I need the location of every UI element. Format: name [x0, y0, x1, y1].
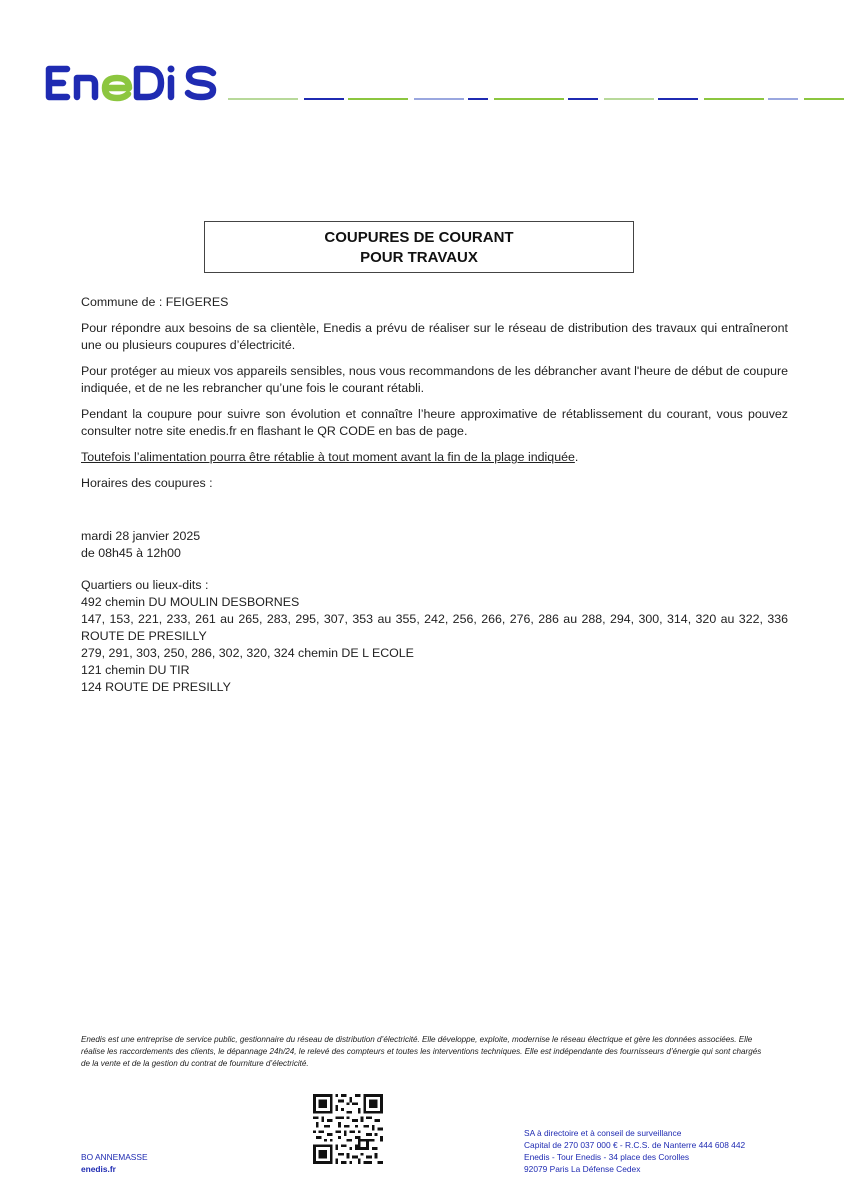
enedis-logo	[43, 62, 223, 104]
legal-note: Enedis est une entreprise de service public, gestionnaire du réseau de distribution d’électricité. Elle développe, exploite, modernise le réseau électrique et gère les données associées. Elle réalise les raccordements des clients, le dépannage 24h/24, le relevé des compteurs et toutes les interventions techniques. Elle est indépendante des fournisseurs d’énergie qui sont chargés de la vente et de la gestion du contrat de fourniture d’électricité.	[81, 1035, 762, 1068]
area-item: 492 chemin DU MOULIN DESBORNES	[81, 595, 300, 609]
outage-time-range: de 08h45 à 12h00	[81, 546, 181, 560]
company-info-line: Capital de 270 037 000 € - R.C.S. de Nanterre 444 608 442	[524, 1140, 746, 1150]
schedule-block	[81, 528, 788, 562]
area-item: 121 chemin DU TIR	[81, 663, 190, 677]
footer-left	[81, 1151, 148, 1175]
agency-name: BO ANNEMASSE	[81, 1152, 148, 1162]
qr-code-icon[interactable]	[313, 1094, 383, 1164]
company-info-line: Enedis - Tour Enedis - 34 place des Corolles	[524, 1152, 690, 1162]
company-info-line: SA à directoire et à conseil de surveillance	[524, 1128, 682, 1138]
commune-line: Commune de : FEIGERES	[81, 295, 229, 309]
title-line-2: POUR TRAVAUX	[360, 249, 478, 266]
schedule-label: Horaires des coupures :	[81, 476, 213, 490]
company-info-line: 92079 Paris La Défense Cedex	[524, 1164, 641, 1174]
title-line-1: COUPURES DE COURANT	[324, 229, 514, 246]
outage-date: mardi 28 janvier 2025	[81, 529, 201, 543]
area-item: 279, 291, 303, 250, 286, 302, 320, 324 chemin DE L ECOLE	[81, 646, 414, 660]
restoration-notice-end: .	[574, 450, 579, 464]
paragraph-follow: Pendant la coupure pour suivre son évolution et connaître l’heure approximative de rétablissement du courant, vous pouvez consulter notre site enedis.fr en flashant le QR CODE en bas de page.	[81, 407, 788, 438]
notice-wrap	[81, 449, 788, 466]
company-info	[524, 1127, 745, 1175]
notice-body	[81, 294, 788, 696]
paragraph-intro: Pour répondre aux besoins de sa clientèle, Enedis a prévu de réaliser sur le réseau de distribution des travaux qui entraîneront une ou plusieurs coupures d’électricité.	[81, 321, 788, 352]
brand-divider-line	[228, 97, 844, 101]
restoration-notice: Toutefois l’alimentation pourra être rétablie à tout moment avant la fin de la plage indiquée	[81, 450, 575, 464]
website-link[interactable]: enedis.fr	[81, 1164, 116, 1174]
area-item: 147, 153, 221, 233, 261 au 265, 283, 295, 307, 353 au 355, 242, 256, 266, 276, 286 au 288, 294, 300, 314, 320 au 322, 336 ROUTE DE PRESILLY	[81, 612, 788, 643]
areas-block	[81, 577, 788, 696]
areas-label: Quartiers ou lieux-dits :	[81, 578, 209, 592]
paragraph-advice: Pour protéger au mieux vos appareils sensibles, nous vous recommandons de les débrancher avant l'heure de début de coupure indiquée, et de ne les rebrancher qu’une fois le courant rétabli.	[81, 364, 788, 395]
title-box	[204, 221, 634, 273]
area-item: 124 ROUTE DE PRESILLY	[81, 680, 231, 694]
